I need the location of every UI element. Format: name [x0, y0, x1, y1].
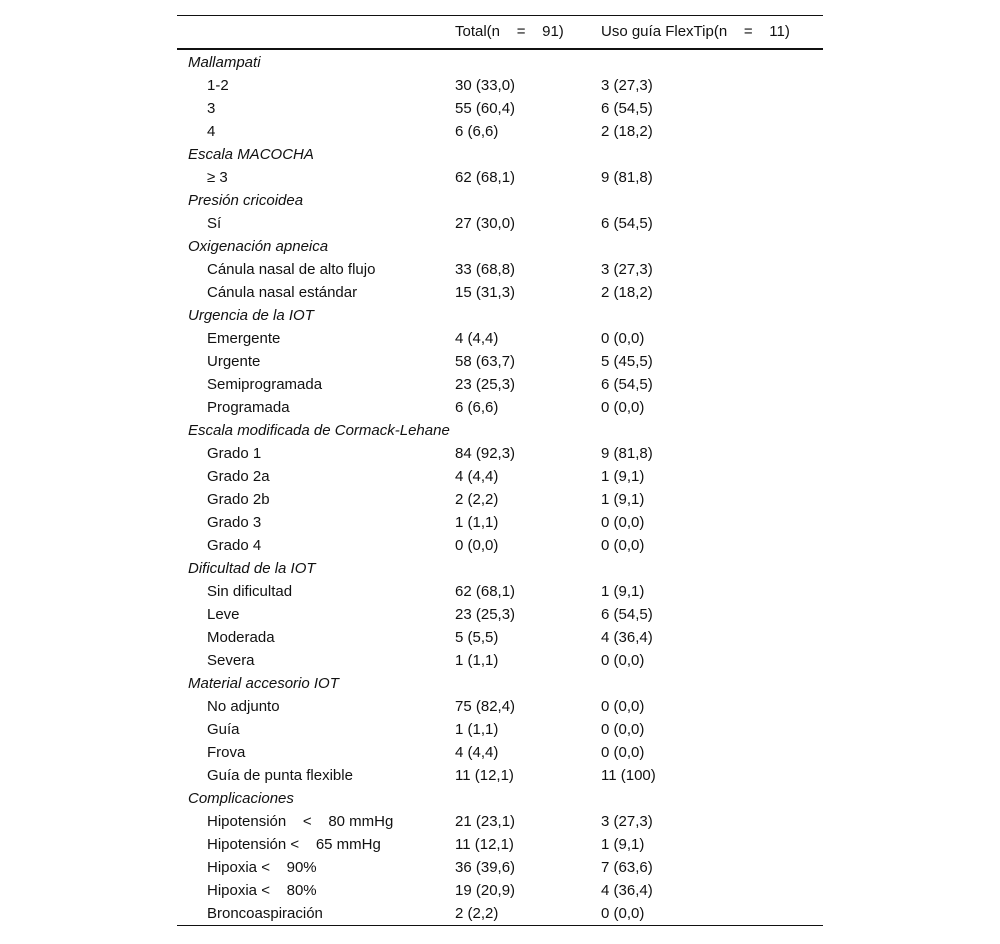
row-total-cell [455, 51, 601, 74]
row-label-cell: Sí [207, 215, 222, 232]
row-flextip-cell [601, 143, 823, 166]
row-label-cell: Hipotensión < 80 mmHg [207, 813, 394, 830]
row-flextip-cell: 0 (0,0) [601, 537, 645, 554]
row-label-cell: Guía [207, 721, 240, 738]
row-label-cell: Complicaciones [188, 790, 294, 807]
row-total-cell: 2 (2,2) [455, 905, 499, 922]
table-row [177, 902, 823, 925]
table-row [177, 166, 823, 189]
row-flextip-cell: 7 (63,6) [601, 859, 653, 876]
row-label-cell: Grado 2b [207, 491, 270, 508]
row-flextip-cell: 0 (0,0) [601, 330, 645, 347]
row-flextip-cell: 1 (9,1) [601, 491, 645, 508]
row-flextip-cell: 0 (0,0) [601, 652, 645, 669]
row-flextip-cell: 9 (81,8) [601, 169, 653, 186]
row-flextip-cell: 1 (9,1) [601, 583, 645, 600]
table-row [177, 396, 823, 419]
row-flextip-cell: 0 (0,0) [601, 721, 645, 738]
row-flextip-cell: 3 (27,3) [601, 77, 653, 94]
row-total-cell [455, 189, 601, 212]
row-total-cell [455, 235, 601, 258]
row-total-cell: 4 (4,4) [455, 468, 499, 485]
row-total-cell [455, 672, 601, 695]
row-label-cell: ≥ 3 [207, 169, 228, 186]
row-total-cell: 33 (68,8) [455, 261, 516, 278]
row-flextip-cell [601, 557, 823, 580]
row-label-cell: Presión cricoidea [188, 192, 304, 209]
row-total-cell: 0 (0,0) [455, 537, 499, 554]
row-label-cell: Emergente [207, 330, 281, 347]
table-bottom-rule [177, 925, 823, 926]
row-total-cell [455, 557, 601, 580]
row-label-cell: Escala modificada de Cormack-Lehane [188, 422, 450, 439]
row-total-cell: 62 (68,1) [455, 583, 516, 600]
table-row [177, 373, 823, 396]
row-flextip-cell: 4 (36,4) [601, 882, 653, 899]
table-row [177, 465, 823, 488]
table-row [177, 833, 823, 856]
row-label-cell: 4 [207, 123, 216, 140]
row-flextip-cell: 9 (81,8) [601, 445, 653, 462]
row-label-cell: Broncoaspiración [207, 905, 323, 922]
row-flextip-cell [601, 235, 823, 258]
row-flextip-cell [601, 189, 823, 212]
table-row [177, 741, 823, 764]
row-flextip-cell: 6 (54,5) [601, 100, 653, 117]
row-label-cell: Hipoxia < 80% [207, 882, 317, 899]
row-total-cell: 1 (1,1) [455, 652, 499, 669]
table-row [177, 764, 823, 787]
table-row [177, 879, 823, 902]
row-flextip-cell [601, 419, 823, 442]
row-total-cell: 1 (1,1) [455, 721, 499, 738]
row-total-cell [455, 143, 601, 166]
row-label-cell: Urgente [207, 353, 261, 370]
table-row [177, 810, 823, 833]
row-total-cell: 75 (82,4) [455, 698, 516, 715]
row-label-cell: Hipoxia < 90% [207, 859, 317, 876]
row-flextip-cell: 2 (18,2) [601, 284, 653, 301]
row-flextip-cell [601, 672, 823, 695]
row-total-cell: 36 (39,6) [455, 859, 516, 876]
row-total-cell [455, 304, 601, 327]
row-label-cell: Severa [207, 652, 255, 669]
row-total-cell: 58 (63,7) [455, 353, 516, 370]
row-label-cell: Material accesorio IOT [188, 675, 339, 692]
row-flextip-cell: 0 (0,0) [601, 744, 645, 761]
row-total-cell: 55 (60,4) [455, 100, 516, 117]
table-category-row [177, 304, 823, 327]
table-row [177, 258, 823, 281]
table-category-row [177, 189, 823, 212]
table-category-row [177, 419, 823, 442]
row-total-cell: 19 (20,9) [455, 882, 516, 899]
row-total-cell: 62 (68,1) [455, 169, 516, 186]
row-total-cell: 2 (2,2) [455, 491, 499, 508]
row-total-cell: 30 (33,0) [455, 77, 516, 94]
row-label-cell: Leve [207, 606, 240, 623]
row-flextip-cell: 2 (18,2) [601, 123, 653, 140]
table-row [177, 212, 823, 235]
row-flextip-cell: 0 (0,0) [601, 399, 645, 416]
table-row [177, 120, 823, 143]
row-label-cell: Cánula nasal estándar [207, 284, 358, 301]
table-body [177, 51, 823, 925]
row-label-cell: Cánula nasal de alto flujo [207, 261, 376, 278]
table-row [177, 603, 823, 626]
data-table [177, 15, 823, 926]
row-flextip-cell: 1 (9,1) [601, 836, 645, 853]
row-flextip-cell: 4 (36,4) [601, 629, 653, 646]
row-total-cell: 4 (4,4) [455, 744, 499, 761]
table-category-row [177, 143, 823, 166]
row-label-cell: Grado 3 [207, 514, 262, 531]
row-label-cell: Mallampati [188, 54, 261, 71]
row-total-cell [455, 419, 601, 442]
row-label-cell: Grado 1 [207, 445, 262, 462]
row-label-cell: Dificultad de la IOT [188, 560, 316, 577]
table-category-row [177, 51, 823, 74]
row-total-cell: 21 (23,1) [455, 813, 516, 830]
row-total-cell: 23 (25,3) [455, 376, 516, 393]
row-label-cell: Grado 2a [207, 468, 270, 485]
header-total-cell: Total(n = 91) [455, 23, 564, 40]
table-category-row [177, 557, 823, 580]
row-total-cell: 5 (5,5) [455, 629, 499, 646]
table-row [177, 649, 823, 672]
row-label-cell: Frova [207, 744, 246, 761]
table-category-row [177, 787, 823, 810]
row-label-cell: Escala MACOCHA [188, 146, 314, 163]
table-header-row [177, 16, 823, 48]
table-row [177, 488, 823, 511]
table-row [177, 580, 823, 603]
row-flextip-cell: 6 (54,5) [601, 215, 653, 232]
row-total-cell: 84 (92,3) [455, 445, 516, 462]
row-flextip-cell [601, 304, 823, 327]
header-flextip-cell: Uso guía FlexTip(n = 11) [601, 23, 790, 40]
row-flextip-cell: 3 (27,3) [601, 261, 653, 278]
row-total-cell: 6 (6,6) [455, 123, 499, 140]
row-label-cell: Guía de punta flexible [207, 767, 353, 784]
row-label-cell: 1-2 [207, 77, 229, 94]
row-label-cell: Sin dificultad [207, 583, 293, 600]
row-total-cell: 27 (30,0) [455, 215, 516, 232]
row-flextip-cell: 5 (45,5) [601, 353, 653, 370]
row-label-cell: Hipotensión < 65 mmHg [207, 836, 381, 853]
row-flextip-cell: 11 (100) [601, 767, 656, 784]
table-row [177, 442, 823, 465]
row-flextip-cell: 0 (0,0) [601, 514, 645, 531]
row-flextip-cell [601, 51, 823, 74]
table-row [177, 511, 823, 534]
table-row [177, 350, 823, 373]
row-flextip-cell: 3 (27,3) [601, 813, 653, 830]
table-header-rule [177, 48, 823, 50]
row-total-cell [455, 787, 601, 810]
row-total-cell: 1 (1,1) [455, 514, 499, 531]
row-label-cell: Urgencia de la IOT [188, 307, 314, 324]
table-row [177, 74, 823, 97]
row-label-cell: Oxigenación apneica [188, 238, 329, 255]
row-label-cell: Grado 4 [207, 537, 262, 554]
table-row [177, 97, 823, 120]
table-row [177, 718, 823, 741]
row-total-cell: 11 (12,1) [455, 836, 514, 853]
row-flextip-cell: 6 (54,5) [601, 376, 653, 393]
row-total-cell: 23 (25,3) [455, 606, 516, 623]
row-flextip-cell: 6 (54,5) [601, 606, 653, 623]
row-total-cell: 4 (4,4) [455, 330, 499, 347]
table-row [177, 327, 823, 350]
row-flextip-cell: 0 (0,0) [601, 698, 645, 715]
row-label-cell: Moderada [207, 629, 275, 646]
table-row [177, 695, 823, 718]
row-total-cell: 15 (31,3) [455, 284, 516, 301]
row-total-cell: 6 (6,6) [455, 399, 499, 416]
row-label-cell: Programada [207, 399, 290, 416]
row-flextip-cell: 1 (9,1) [601, 468, 645, 485]
row-flextip-cell: 0 (0,0) [601, 905, 645, 922]
row-total-cell: 11 (12,1) [455, 767, 514, 784]
row-flextip-cell [601, 787, 823, 810]
table-row [177, 281, 823, 304]
table-row [177, 534, 823, 557]
row-label-cell: 3 [207, 100, 216, 117]
table-row [177, 626, 823, 649]
table-row [177, 856, 823, 879]
table-category-row [177, 235, 823, 258]
row-label-cell: No adjunto [207, 698, 280, 715]
row-label-cell: Semiprogramada [207, 376, 323, 393]
header-label-cell [177, 16, 455, 48]
table-category-row [177, 672, 823, 695]
